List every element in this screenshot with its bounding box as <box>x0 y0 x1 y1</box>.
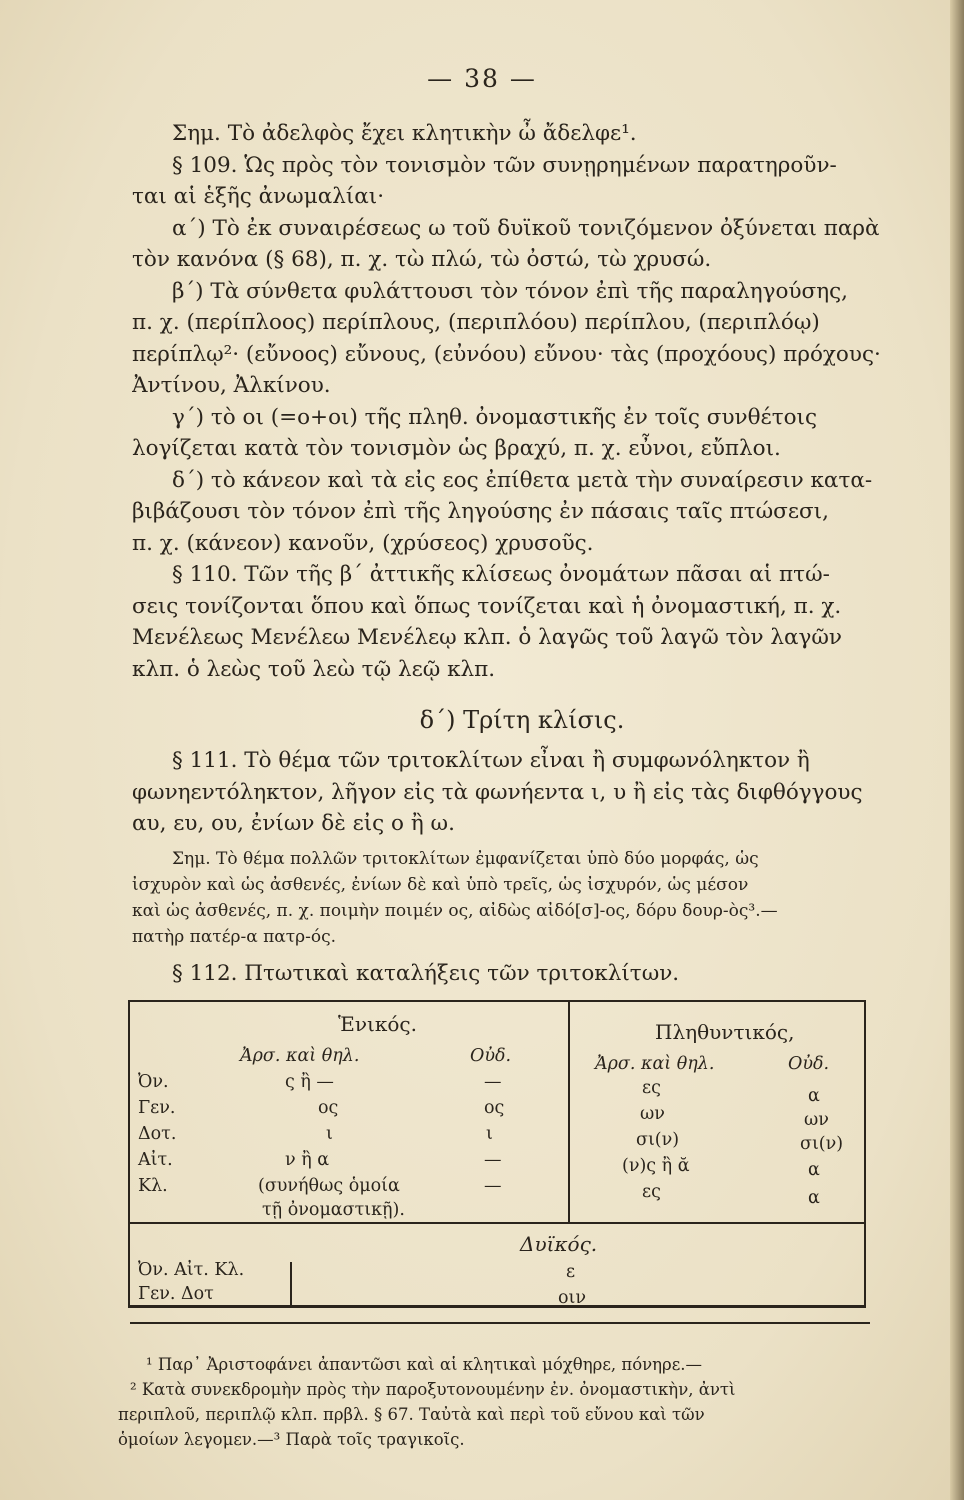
text-line: βιβάζουσι τὸν τόνον ἐπὶ τῆς ληγούσης ἐν πάσαις ταῖς πτώσεσι, <box>132 499 829 524</box>
ending-cell: ν ἢ α <box>285 1150 330 1170</box>
note-line: πατὴρ πατέρ-α πατρ-ός. <box>132 927 337 947</box>
paragraph-111 <box>132 745 912 840</box>
ending-cell: — <box>484 1150 502 1170</box>
col-neuter: Οὐδ. <box>470 1046 512 1066</box>
text-line: β΄) Τὰ σύνθετα φυλάττουσι τὸν τόνον ἐπὶ τῆς παραληγούσης, <box>172 278 848 304</box>
ending-cell: (ν)ς ἢ ᾰ <box>622 1156 690 1176</box>
dual-header: Δυϊκός. <box>520 1232 598 1256</box>
ending-cell: α <box>808 1086 820 1106</box>
footnote-line: ὁμοίων λεγομεν.—³ Παρὰ τοῖς τραγικοῖς. <box>118 1430 465 1449</box>
text-line: § 111. Τὸ θέμα τῶν τριτοκλίτων εἶναι ἢ συμφωνόληκτον ἢ <box>172 748 810 773</box>
ending-cell: ος <box>484 1098 505 1118</box>
table-divider <box>568 1000 570 1222</box>
text-line: § 109. Ὡς πρὸς τὸν τονισμὸν τῶν συνῃρημένων παρατηροῦν- <box>172 152 837 178</box>
text-line: περίπλῳ²· (εὔνοος) εὔνους, (εὐνόου) εὔνου· τὰς (προχόους) πρόχους· <box>132 341 881 367</box>
ending-cell: ες <box>642 1182 661 1202</box>
text-line: ται αἱ ἑξῆς ἀνωμαλίαι· <box>132 184 385 209</box>
ending-cell: τῇ ὀνομαστικῇ). <box>262 1200 405 1220</box>
paragraph-112 <box>132 958 912 990</box>
ending-cell: ς ἢ — <box>285 1072 334 1092</box>
page-edge-shadow <box>950 0 964 1500</box>
footnotes <box>118 1352 918 1452</box>
text-line: Μενέλεως Μενέλεω Μενέλεῳ κλπ. ὁ λαγῶς τοῦ λαγῶ τὸν λαγῶν <box>132 625 843 650</box>
note-block <box>132 846 912 950</box>
table-divider <box>290 1262 292 1306</box>
text-line: φωνηεντόληκτον, λῆγον εἰς τὰ φωνήεντα ι, υ ἢ εἰς τὰς διφθόγγους <box>132 779 863 805</box>
ending-cell: (συνήθως ὁμοία <box>258 1176 400 1196</box>
footnote-line: περιπλοῦ, περιπλῷ κλπ. πρβλ. § 67. Ταὐτὰ καὶ περὶ τοῦ εὔνου καὶ τῶν <box>118 1405 705 1424</box>
ending-cell: ων <box>640 1104 665 1124</box>
text-line: λογίζεται κατὰ τὸν τονισμὸν ὡς βραχύ, π. χ. εὖνοι, εὔπλοι. <box>132 436 781 461</box>
note-line: ἰσχυρὸν καὶ ὡς ἀσθενές, ἐνίων δὲ καὶ ὑπὸ τρεῖς, ὡς ἰσχυρόν, ὡς μέσον <box>132 875 749 895</box>
ending-cell: ε <box>566 1262 576 1282</box>
col-masc-fem: Ἀρσ. καὶ θηλ. <box>240 1046 360 1066</box>
col-masc-fem: Ἀρσ. καὶ θηλ. <box>595 1054 715 1074</box>
table-divider <box>128 1222 866 1224</box>
body-text <box>132 118 912 685</box>
ending-cell: ι <box>326 1124 333 1144</box>
ending-cell: ες <box>642 1078 661 1098</box>
section-heading: δ΄) Τρίτη κλίσις. <box>419 706 625 734</box>
ending-cell: σι(ν) <box>800 1134 844 1154</box>
text-line: γ΄) τὸ οι (=ο+οι) τῆς πληθ. ὀνομαστικῆς ἐν τοῖς συνθέτοις <box>172 404 817 430</box>
footnote-line: ¹ Παρ᾽ Ἀριστοφάνει ἀπαντῶσι καὶ αἱ κλητικαὶ μόχθηρε, πόνηρε.— <box>146 1355 703 1374</box>
text-line: κλπ. ὁ λεὼς τοῦ λεὼ τῷ λεῷ κλπ. <box>132 656 496 682</box>
ending-cell: — <box>484 1176 502 1196</box>
text-line: τὸν κανόνα (§ 68), π. χ. τὼ πλώ, τὼ ὀστώ, τὼ χρυσώ. <box>132 247 712 272</box>
ending-cell: οιν <box>558 1288 587 1308</box>
case-label: Δοτ. <box>138 1124 177 1144</box>
page-number: — 38 — <box>427 64 537 93</box>
case-label: Αἰτ. <box>138 1150 173 1170</box>
col-neuter: Οὐδ. <box>788 1054 830 1074</box>
case-label: Γεν. <box>138 1098 176 1118</box>
footnote-rule <box>130 1322 870 1324</box>
ending-cell: σι(ν) <box>636 1130 680 1150</box>
case-label: Ὀν. Αἰτ. Κλ. <box>138 1260 245 1280</box>
note-line: καὶ ὡς ἀσθενές, π. χ. ποιμὴν ποιμέν ος, αἰδὼς αἰδό[σ]-ος, δόρυ δουρ-ὸς³.— <box>132 901 778 921</box>
text-line: § 112. Πτωτικαὶ καταλήξεις τῶν τριτοκλίτων. <box>172 961 680 986</box>
text-line: Ἀντίνου, Ἀλκίνου. <box>132 373 331 398</box>
ending-cell: — <box>484 1072 502 1092</box>
text-line: Σημ. Τὸ ἀδελφὸς ἔχει κλητικὴν ὦ ἄδελφε¹. <box>172 121 637 146</box>
text-line: π. χ. (περίπλοος) περίπλους, (περιπλόου) περίπλου, (περιπλόῳ) <box>132 310 820 335</box>
footnote-line: ² Κατὰ συνεκδρομὴν πρὸς τὴν παροξυτονουμένην ἐν. ὀνομαστικὴν, ἀντὶ <box>130 1380 736 1399</box>
text-line: π. χ. (κάνεον) κανοῦν, (χρύσεος) χρυσοῦς. <box>132 530 594 556</box>
text-line: α΄) Τὸ ἐκ συναιρέσεως ω τοῦ δυϊκοῦ τονιζόμενον ὀξύνεται παρὰ <box>172 215 880 241</box>
plural-header: Πληθυντικός, <box>655 1020 795 1044</box>
case-label: Κλ. <box>138 1176 168 1196</box>
text-line: § 110. Τῶν τῆς β΄ ἀττικῆς κλίσεως ὀνομάτων πᾶσαι αἱ πτώ- <box>172 562 830 587</box>
ending-cell: α <box>808 1160 820 1180</box>
ending-cell: ος <box>318 1098 339 1118</box>
ending-cell: ι <box>486 1124 493 1144</box>
case-label: Ὀν. <box>138 1072 169 1092</box>
note-line: Σημ. Τὸ θέμα πολλῶν τριτοκλίτων ἐμφανίζεται ὑπὸ δύο μορφάς, ὡς <box>172 849 759 869</box>
ending-cell: α <box>808 1188 820 1208</box>
ending-cell: ων <box>804 1110 829 1130</box>
text-line: αυ, ευ, ου, ἐνίων δὲ εἰς ο ἢ ω. <box>132 811 455 836</box>
text-line: σεις τονίζονται ὅπου καὶ ὅπως τονίζεται καὶ ἡ ὀνομαστική, π. χ. <box>132 593 842 619</box>
singular-header: Ἑνικός. <box>338 1012 417 1036</box>
text-line: δ΄) τὸ κάνεον καὶ τὰ εἰς εος ἐπίθετα μετὰ τὴν συναίρεσιν κατα- <box>172 467 873 493</box>
case-label: Γεν. Δοτ <box>138 1284 214 1304</box>
